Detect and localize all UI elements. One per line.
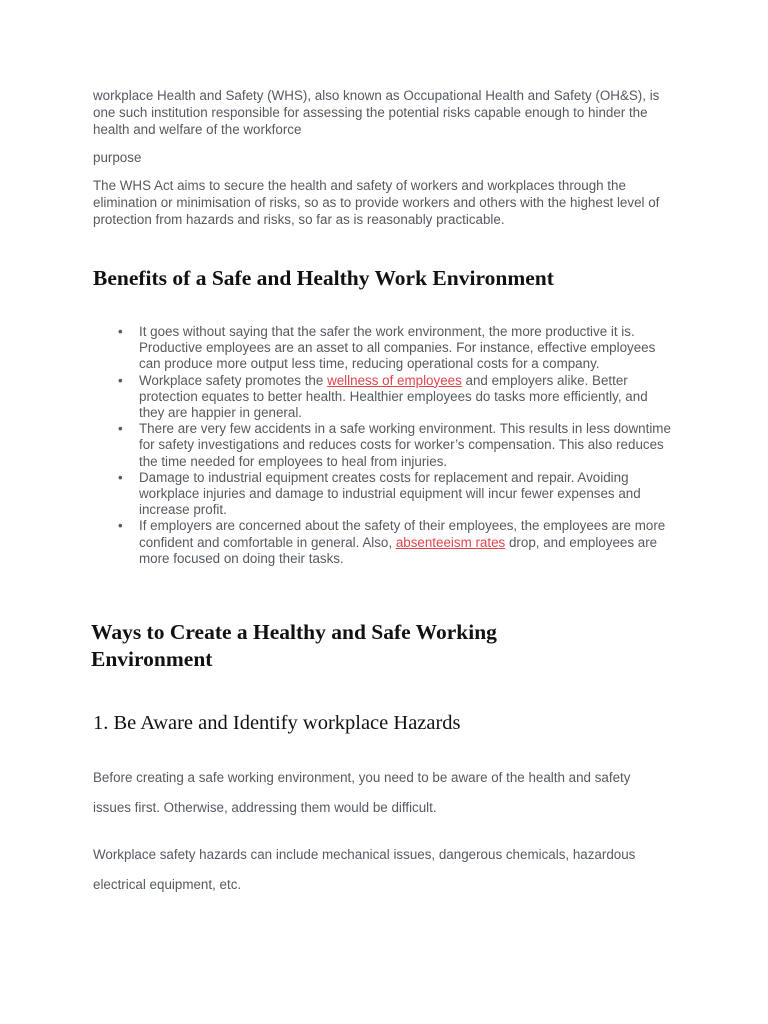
wellness-of-employees-link[interactable]: wellness of employees [327, 372, 462, 388]
step1-paragraph-awareness: Before creating a safe working environment, you need to be aware of the health and safety issues first. Otherwise, addressing them would be difficult. [93, 770, 631, 815]
step1-heading: 1. Be Aware and Identify workplace Hazards [93, 712, 461, 734]
benefit-text: Damage to industrial equipment creates costs for replacement and repair. Avoiding workplace injuries and damage to industrial equipment will incur fewer expenses and increase profit. [139, 469, 641, 518]
purpose-label: purpose [93, 150, 142, 165]
benefit-text: There are very few accidents in a safe working environment. This results in less downtime for safety investigations and reduces costs for worker’s compensation. This also reduces the time needed for employees to heal from injuries. [139, 421, 671, 469]
benefit-item [118, 469, 671, 519]
benefit-text-before-link: Workplace safety promotes the [139, 372, 328, 388]
benefits-heading: Benefits of a Safe and Healthy Work Environment [93, 266, 554, 290]
whs-definition-paragraph: workplace Health and Safety (WHS), also known as Occupational Health and Safety (OH&S), is one such institution responsible for assessing the potential risks capable enough to hinder the health and welfare of the workforce [93, 88, 660, 137]
benefit-item [118, 324, 671, 373]
benefit-text-before-link: If employers are concerned about the safety of their employees, the employees are more confident and comfortable in general. Also, [139, 518, 666, 550]
ways-heading: Ways to Create a Healthy and Safe Working Environment [91, 620, 497, 671]
absenteeism-rates-link[interactable]: absenteeism rates [395, 534, 506, 550]
bullet-icon: • [118, 372, 123, 388]
step1-paragraph-hazards: Workplace safety hazards can include mechanical issues, dangerous chemicals, hazardous electrical equipment, etc. [93, 847, 636, 892]
bullet-icon: • [118, 518, 123, 534]
benefit-text-after-link: drop, and employees are more focused on doing their tasks. [139, 534, 658, 566]
benefits-list [118, 324, 671, 567]
whs-act-paragraph: The WHS Act aims to secure the health and safety of workers and workplaces through the elimination or minimisation of risks, so as to provide workers and others with the highest level of protection from hazards and risks, so far as is reasonably practicable. [93, 178, 660, 227]
benefit-item [118, 518, 671, 567]
bullet-icon: • [118, 421, 123, 437]
benefit-text-after-link: and employers alike. Better protection equates to better health. Healthier employees do tasks more efficiently, and they are happier in general. [139, 372, 648, 421]
bullet-icon: • [118, 324, 123, 339]
bullet-icon: • [118, 469, 123, 485]
benefit-item [118, 372, 671, 422]
benefit-item [118, 421, 671, 470]
benefit-text: It goes without saying that the safer the work environment, the more productive it is. Productive employees are an asset to all companies. For instance, effective employees can produce more output less time, reducing operational costs for a company. [139, 324, 656, 372]
